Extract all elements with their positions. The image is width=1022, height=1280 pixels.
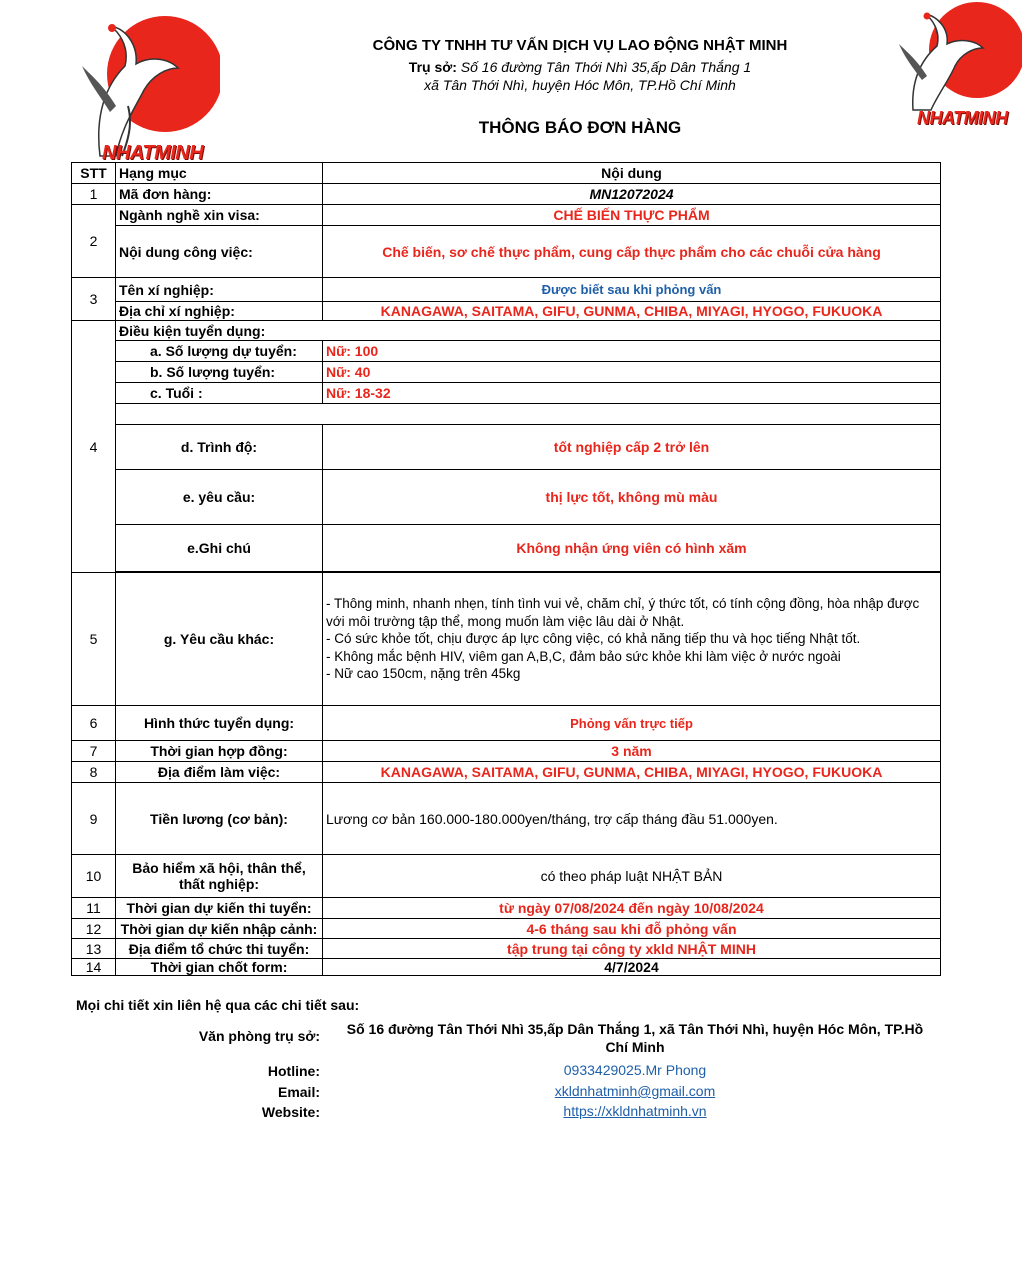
other-requirements bbox=[323, 573, 941, 706]
company-name: CÔNG TY TNHH TƯ VẤN DỊCH VỤ LAO ĐỘNG NHẬT MINH bbox=[372, 37, 788, 54]
row-value: có theo pháp luật NHẬT BẢN bbox=[323, 855, 941, 898]
website-label: Website: bbox=[261, 1104, 320, 1120]
website-row bbox=[345, 1103, 925, 1119]
row-stt: 8 bbox=[72, 762, 116, 783]
requirement-line: - Thông minh, nhanh nhẹn, tính tình vui vẻ, chăm chỉ, ý thức tốt, có tính cộng đồng, hòa nhập được với môi trường tập thể, mong muốn làm việc lâu dài ở Nhật. bbox=[326, 596, 920, 629]
row-value: CHẾ BIẾN THỰC PHẨM bbox=[323, 205, 941, 226]
row-value: 4/7/2024 bbox=[323, 959, 941, 976]
requirement-line: - Không mắc bệnh HIV, viêm gan A,B,C, đảm bảo sức khỏe khi làm việc ở nước ngoài bbox=[326, 648, 841, 664]
logo-text: NHATMINH bbox=[917, 108, 1008, 128]
row-stt: 10 bbox=[72, 855, 116, 898]
order-table bbox=[71, 162, 941, 976]
row-value: 4-6 tháng sau khi đỗ phỏng vấn bbox=[323, 919, 941, 939]
row-stt: 6 bbox=[72, 706, 116, 741]
table-row bbox=[72, 321, 941, 341]
row-label: Địa điểm làm việc: bbox=[116, 762, 323, 783]
row-label: Tiền lương (cơ bản): bbox=[116, 783, 323, 855]
address-line-2: xã Tân Thới Nhì, huyện Hóc Môn, TP.Hồ Chí Minh bbox=[424, 77, 736, 93]
email-link[interactable]: xkldnhatminh@gmail.com bbox=[554, 1083, 716, 1099]
hotline-label: Hotline: bbox=[267, 1063, 320, 1079]
row-stt: 11 bbox=[72, 898, 116, 919]
row-stt: 7 bbox=[72, 741, 116, 762]
row-label: Tên xí nghiệp: bbox=[116, 278, 323, 302]
table-row bbox=[72, 470, 941, 525]
order-code: MN12072024 bbox=[323, 184, 941, 205]
row-label: Ngành nghề xin visa: bbox=[116, 205, 323, 226]
empty-cell bbox=[116, 404, 941, 425]
table-row bbox=[72, 919, 941, 939]
table-row bbox=[72, 959, 941, 976]
website-link[interactable]: https://xkldnhatminh.vn bbox=[563, 1103, 707, 1119]
logo-text: NHATMINH bbox=[102, 142, 204, 164]
header-stt: STT bbox=[72, 163, 116, 184]
table-row bbox=[72, 362, 941, 383]
table-row bbox=[72, 898, 941, 919]
table-row bbox=[72, 783, 941, 855]
row-value: KANAGAWA, SAITAMA, GIFU, GUNMA, CHIBA, MIYAGI, HYOGO, FUKUOKA bbox=[323, 762, 941, 783]
row-label: d. Trình độ: bbox=[116, 425, 323, 470]
table-row bbox=[72, 341, 941, 362]
row-label: e.Ghi chú bbox=[116, 525, 323, 572]
row-stt: 3 bbox=[72, 278, 116, 321]
row-heading: Điều kiện tuyển dụng: bbox=[116, 321, 941, 341]
table-row bbox=[72, 226, 941, 278]
row-label: Địa chỉ xí nghiệp: bbox=[116, 302, 323, 321]
table-row bbox=[72, 762, 941, 783]
hotline-value[interactable]: 0933429025.Mr Phong bbox=[563, 1062, 707, 1078]
row-value: tốt nghiệp cấp 2 trở lên bbox=[323, 425, 941, 470]
row-label: Thời gian dự kiến nhập cảnh: bbox=[116, 919, 323, 939]
table-row-empty bbox=[72, 404, 941, 425]
document-title: THÔNG BÁO ĐƠN HÀNG bbox=[478, 118, 682, 137]
row-label: c. Tuổi : bbox=[116, 383, 323, 404]
row-value: Nữ: 18-32 bbox=[323, 383, 941, 404]
row-value: Được biết sau khi phỏng vấn bbox=[323, 278, 941, 302]
table-row bbox=[72, 184, 941, 205]
row-value: Không nhận ứng viên có hình xăm bbox=[323, 525, 941, 572]
table-row bbox=[72, 525, 941, 572]
row-label: Thời gian dự kiến thi tuyển: bbox=[116, 898, 323, 919]
header-content: Nội dung bbox=[323, 163, 941, 184]
row-stt: 2 bbox=[72, 205, 116, 278]
requirement-line: - Có sức khỏe tốt, chịu được áp lực công việc, có khả năng tiếp thu và học tiếng Nhật tốt. bbox=[326, 631, 861, 647]
row-value: Lương cơ bản 160.000-180.000yen/tháng, trợ cấp tháng đầu 51.000yen. bbox=[323, 783, 941, 855]
contact-heading: Mọi chi tiết xin liên hệ qua các chi tiết sau: bbox=[76, 997, 360, 1013]
row-label: e. yêu cầu: bbox=[116, 470, 323, 525]
table-row bbox=[72, 302, 941, 321]
table-row bbox=[72, 855, 941, 898]
row-label: Hình thức tuyển dụng: bbox=[116, 706, 323, 741]
email-label: Email: bbox=[277, 1084, 320, 1100]
address-label: Trụ sở: bbox=[408, 59, 457, 75]
row-stt: 9 bbox=[72, 783, 116, 855]
address-value: Số 16 đường Tân Thới Nhì 35,ấp Dân Thắng 1 bbox=[460, 59, 752, 75]
row-value: KANAGAWA, SAITAMA, GIFU, GUNMA, CHIBA, MIYAGI, HYOGO, FUKUOKA bbox=[323, 302, 941, 321]
table-row bbox=[72, 573, 941, 706]
row-stt: 1 bbox=[72, 184, 116, 205]
requirement-line: - Nữ cao 150cm, nặng trên 45kg bbox=[326, 666, 521, 682]
row-label: Thời gian chốt form: bbox=[116, 959, 323, 976]
email-row bbox=[345, 1083, 925, 1099]
address-line-1 bbox=[230, 59, 930, 75]
row-stt: 4 bbox=[72, 321, 116, 573]
row-value: Nữ: 40 bbox=[323, 362, 941, 383]
office-address: Số 16 đường Tân Thới Nhì 35,ấp Dân Thắng 1, xã Tân Thới Nhì, huyện Hóc Môn, TP.Hồ Chí Minh bbox=[346, 1021, 924, 1055]
row-label: Địa điểm tổ chức thi tuyển: bbox=[116, 939, 323, 959]
row-stt: 14 bbox=[72, 959, 116, 976]
row-value: thị lực tốt, không mù màu bbox=[323, 470, 941, 525]
company-logo-left bbox=[70, 6, 220, 164]
table-row bbox=[72, 205, 941, 226]
row-label: g. Yêu cầu khác: bbox=[116, 573, 323, 706]
row-stt: 5 bbox=[72, 573, 116, 706]
row-stt: 12 bbox=[72, 919, 116, 939]
table-header-row bbox=[72, 163, 941, 184]
row-label: Mã đơn hàng: bbox=[116, 184, 323, 205]
row-label: Bảo hiểm xã hội, thân thể, thất nghiệp: bbox=[116, 855, 323, 898]
row-label: Thời gian hợp đồng: bbox=[116, 741, 323, 762]
table-row bbox=[72, 278, 941, 302]
row-value: từ ngày 07/08/2024 đến ngày 10/08/2024 bbox=[323, 898, 941, 919]
office-label: Văn phòng trụ sở: bbox=[198, 1028, 320, 1044]
row-value: Nữ: 100 bbox=[323, 341, 941, 362]
row-label: a. Số lượng dự tuyển: bbox=[116, 341, 323, 362]
crane-sun-icon bbox=[70, 6, 220, 164]
table-row bbox=[72, 425, 941, 470]
header-item: Hạng mục bbox=[116, 163, 323, 184]
row-value: Phỏng vấn trực tiếp bbox=[323, 706, 941, 741]
table-row bbox=[72, 939, 941, 959]
row-label: Nội dung công việc: bbox=[116, 226, 323, 278]
table-row bbox=[72, 706, 941, 741]
row-label: b. Số lượng tuyển: bbox=[116, 362, 323, 383]
table-row bbox=[72, 383, 941, 404]
table-row bbox=[72, 741, 941, 762]
row-value: tập trung tại công ty xkld NHẬT MINH bbox=[323, 939, 941, 959]
row-stt: 13 bbox=[72, 939, 116, 959]
row-value: 3 năm bbox=[323, 741, 941, 762]
row-value: Chế biến, sơ chế thực phẩm, cung cấp thực phẩm cho các chuỗi cửa hàng bbox=[323, 226, 941, 278]
